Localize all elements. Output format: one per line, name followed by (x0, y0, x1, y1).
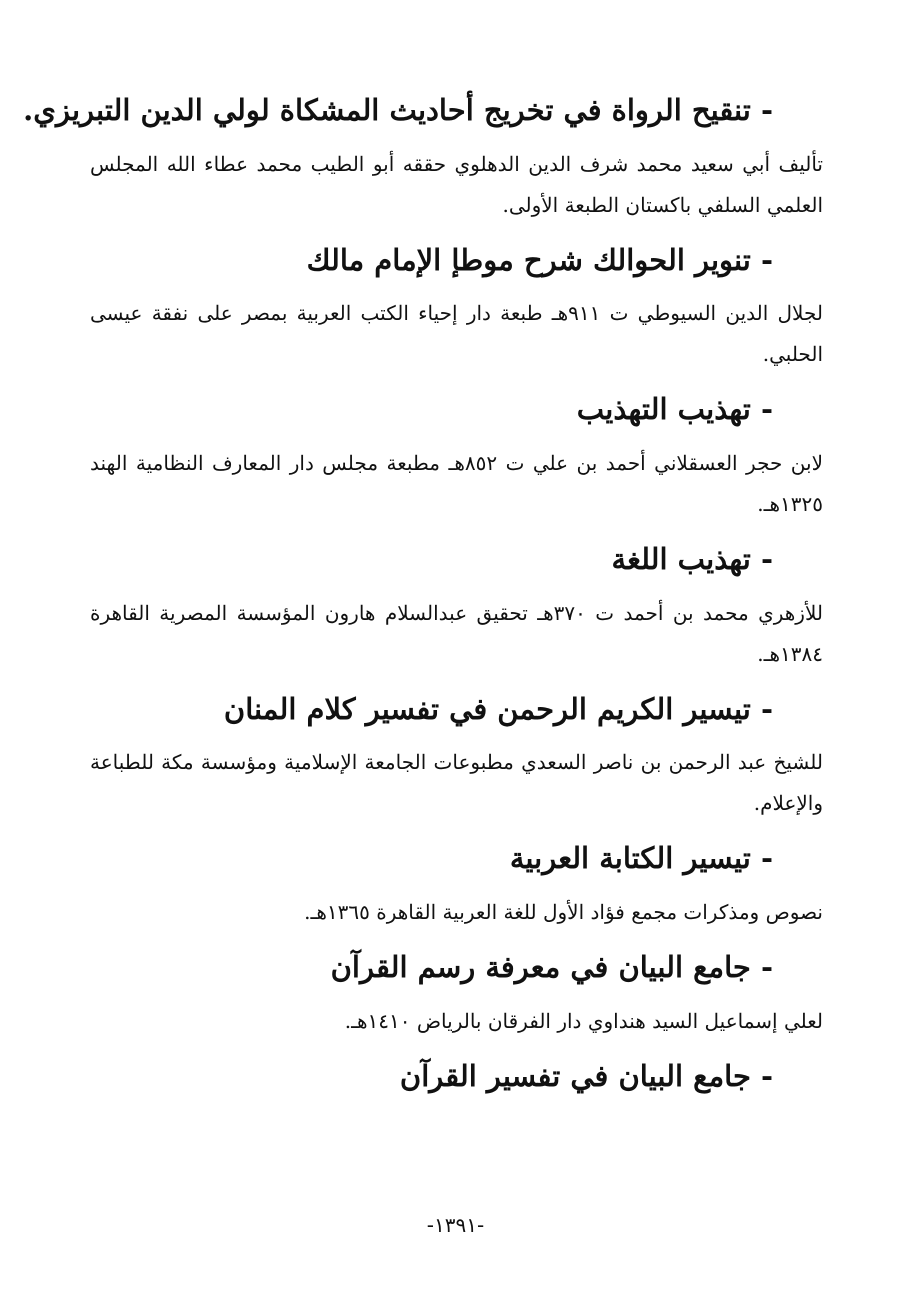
page-number: -١٣٩١- (426, 1213, 485, 1237)
entry-title: - جامع البيان في تفسير القرآن (399, 1058, 773, 1093)
bibliography-entry (90, 541, 823, 675)
entry-title: - تيسير الكتابة العربية (509, 841, 773, 876)
bibliography-entry (90, 949, 823, 1042)
entry-title: - تيسير الكريم الرحمن في تفسير كلام المنان (223, 691, 773, 726)
entry-description: لابن حجر العسقلاني أحمد بن علي ت ٨٥٢هـ مطبعة مجلس دار المعارف النظامية الهند ١٣٢٥هـ. (90, 451, 824, 517)
entry-description: تأليف أبي سعيد محمد شرف الدين الدهلوي حققه أبو الطيب محمد عطاء الله المجلس العلمي السلفي باكستان الطبعة الأولى. (90, 151, 823, 217)
bibliography-entry (23, 92, 823, 226)
entry-title: - تنقيح الرواة في تخريج أحاديث المشكاة لولي الدين التبريزي. (23, 93, 773, 127)
bibliography-page (23, 92, 824, 1096)
entry-description: للشيخ عبد الرحمن بن ناصر السعدي مطبوعات الجامعة الإسلامية ومؤسسة مكة للطباعة والإعلام. (90, 750, 823, 816)
entry-description: للأزهري محمد بن أحمد ت ٣٧٠هـ تحقيق عبدالسلام هارون المؤسسة المصرية القاهرة ١٣٨٤هـ. (90, 600, 823, 666)
entry-description: نصوص ومذكرات مجمع فؤاد الأول للغة العربية القاهرة ١٣٦٥هـ. (304, 900, 823, 925)
bibliography-entry (90, 691, 823, 825)
bibliography-entry (90, 242, 823, 376)
entry-title: - تنوير الحوالك شرح موطإ الإمام مالك (306, 242, 773, 277)
entry-title: - جامع البيان في معرفة رسم القرآن (330, 950, 773, 985)
entry-description: لجلال الدين السيوطي ت ٩١١هـ طبعة دار إحياء الكتب العربية بمصر على نفقة عيسى الحلبي. (90, 301, 823, 367)
entry-description: لعلي إسماعيل السيد هنداوي دار الفرقان بالرياض ١٤١٠هـ. (344, 1008, 823, 1033)
bibliography-entry (90, 391, 823, 525)
entry-title: - تهذيب اللغة (611, 542, 773, 577)
entry-title: - تهذيب التهذيب (576, 392, 773, 427)
bibliography-entry (90, 840, 823, 933)
bibliography-entry (90, 1058, 823, 1096)
